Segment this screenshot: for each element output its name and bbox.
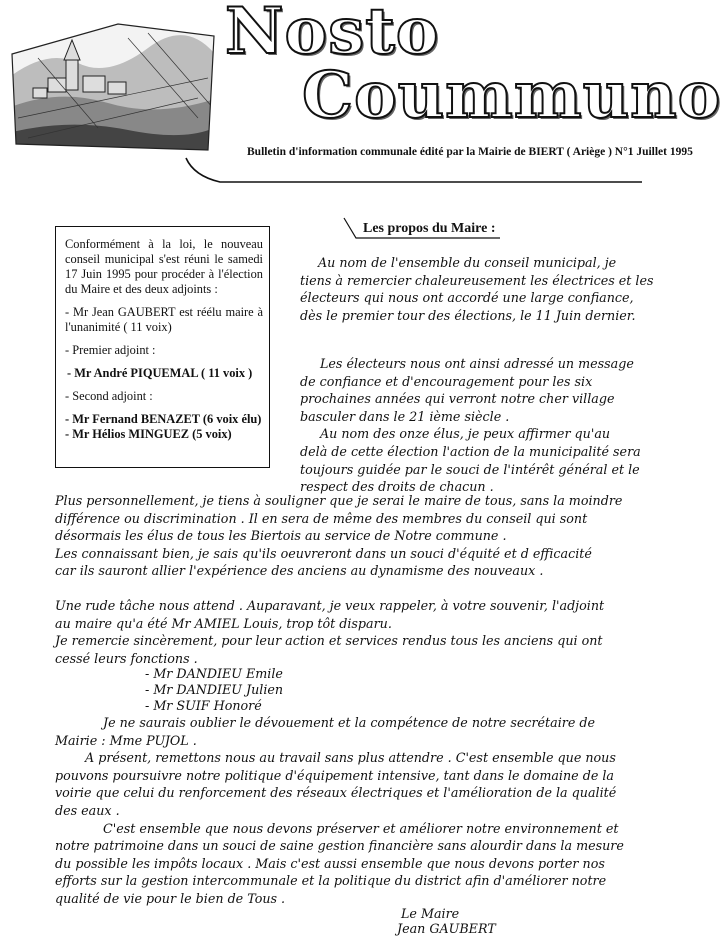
text-line: basculer dans le 21 ième siècle . xyxy=(300,408,510,424)
signoff-role: Le Maire xyxy=(401,906,460,921)
text-line: voirie que celui du renforcement des réseaux électriques et l'amélioration de la qualité xyxy=(55,785,617,801)
text-line: Les connaissant bien, je sais qu'ils oeuvreront dans un souci d'équité et d efficacité xyxy=(55,545,592,561)
former-members-list xyxy=(145,666,283,714)
text-line: prochaines années qui verront notre cher village xyxy=(300,391,615,407)
text-line: Mairie : Mme PUJOL . xyxy=(55,732,197,748)
text-line: Je remercie sincèrement, pour leur action et services rendus tous les anciens qui ont xyxy=(55,633,603,649)
text-line: différence ou discrimination . Il en sera de même des membres du conseil qui sont xyxy=(55,510,588,526)
text-line: des eaux . xyxy=(55,802,120,818)
masthead-divider xyxy=(180,152,650,188)
first-deputy-name: - Mr André PIQUEMAL ( 11 voix ) xyxy=(67,366,253,380)
text-line: cessé leurs fonctions . xyxy=(55,650,198,666)
text-line: car ils sauront allier l'expérience des anciens au dynamisme des nouveaux . xyxy=(55,563,544,579)
list-item: - Mr DANDIEU Julien xyxy=(145,682,284,697)
village-sketch-illustration xyxy=(8,18,218,158)
bulletin-subtitle: Bulletin d'information communale édité par la Mairie de BIERT ( Ariège ) N°1 Juillet 1995 xyxy=(247,146,693,158)
text-line: C'est ensemble que nous devons préserver et améliorer notre environnement et xyxy=(103,820,619,836)
text-line: toujours guidée par le souci de l'intérêt général et le xyxy=(300,461,640,477)
text-line: du possible les impôts locaux . Mais c'est aussi ensemble que nous devons porter nos xyxy=(55,855,605,871)
blank-line xyxy=(55,580,635,597)
mayor-election-line: - Mr Jean GAUBERT est réélu maire à l'unanimité ( 11 voix) xyxy=(65,305,263,334)
text-line: Les électeurs nous ont ainsi adressé un message xyxy=(320,356,634,371)
signature-block xyxy=(397,906,496,936)
text-line: qualité de vie pour le bien de Tous . xyxy=(55,890,286,906)
election-results-box xyxy=(55,226,270,468)
text-line: Je ne saurais oublier le dévouement et la compétence de notre secrétaire de xyxy=(103,715,595,730)
list-item: - Mr DANDIEU Emile xyxy=(145,666,283,681)
text-line: Plus personnellement, je tiens à souligner que je serai le maire de tous, sans la moindre xyxy=(55,493,623,508)
text-line: électeurs qui nous ont accordé une large confiance, xyxy=(300,290,634,306)
article-heading: Les propos du Maire : xyxy=(363,221,496,236)
text-line: A présent, remettons nous au travail sans plus attendre . C'est ensemble que nous xyxy=(85,750,616,766)
masthead-title-line-1: Nosto xyxy=(225,0,440,69)
text-line: delà de cette élection l'action de la municipalité sera xyxy=(300,443,641,459)
second-deputy-candidate-a: - Mr Fernand BENAZET (6 voix élu) xyxy=(65,412,262,426)
text-line: Au nom de l'ensemble du conseil municipal, je xyxy=(318,255,617,270)
masthead-title-line-2: Coummuno xyxy=(302,58,721,133)
text-line: pouvons poursuivre notre politique d'équipement intensive, tant dans le domaine de la xyxy=(55,767,614,783)
election-intro: Conformément à la loi, le nouveau conseil municipal s'est réuni le samedi 17 Juin 1995 pour procéder à l'élection du Maire et des deux adjoints : xyxy=(65,237,263,296)
text-line: Une rude tâche nous attend . Auparavant, je veux rappeler, à votre souvenir, l'adjoint xyxy=(55,597,605,613)
text-line: notre patrimoine dans un souci de saine gestion financière sans alourdir dans la mesure xyxy=(55,838,624,854)
text-line: désormais les élus de tous les Biertois au service de Notre commune . xyxy=(55,528,507,544)
article-body-part-1 xyxy=(55,492,635,667)
text-line: Au nom des onze élus, je peux affirmer qu'au xyxy=(320,426,611,442)
signoff-name: Jean GAUBERT xyxy=(397,921,496,936)
mayor-paragraph-2 xyxy=(300,355,641,496)
second-deputy-label: - Second adjoint : xyxy=(65,389,153,403)
text-line: de confiance et d'encouragement pour les six xyxy=(300,373,593,389)
text-line: tiens à remercier chaleureusement les électrices et les xyxy=(300,272,654,288)
text-line: dès le premier tour des élections, le 11 Juin dernier. xyxy=(300,307,636,323)
text-line: au maire qu'a été Mr AMIEL Louis, trop tôt disparu. xyxy=(55,615,392,631)
text-line: respect des droits de chacun . xyxy=(300,479,494,495)
mayor-paragraph-1 xyxy=(300,254,654,324)
article-body-part-2 xyxy=(55,714,635,908)
first-deputy-label: - Premier adjoint : xyxy=(65,343,156,357)
text-line: efforts sur la gestion intercommunale et la politique du district afin d'améliorer notre xyxy=(55,873,607,889)
second-deputy-candidate-b: - Mr Hélios MINGUEZ (5 voix) xyxy=(65,427,232,441)
list-item: - Mr SUIF Honoré xyxy=(145,698,262,713)
